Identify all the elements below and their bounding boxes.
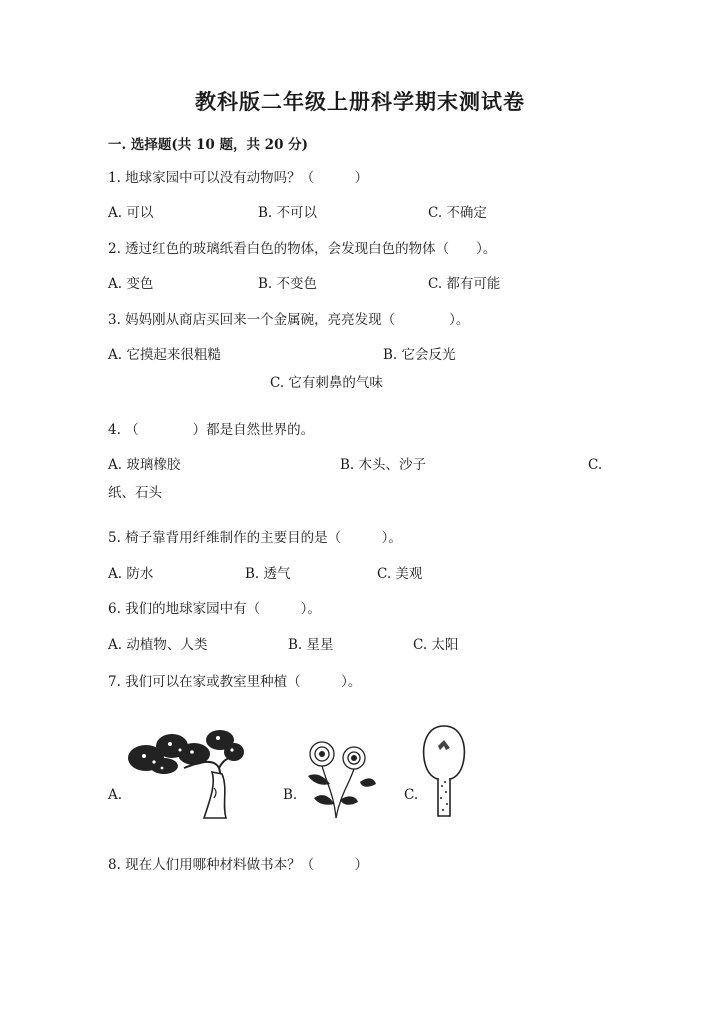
flower-plant-drawing-icon bbox=[298, 736, 378, 820]
page-title: 教科版二年级上册科学期末测试卷 bbox=[195, 89, 525, 114]
question-2: 2. 透过红色的玻璃纸看白色的物体，会发现白色的物体（ ）。 bbox=[108, 241, 497, 257]
q2-option-a: A. 变色 bbox=[108, 276, 154, 292]
q5-option-b: B. 透气 bbox=[245, 566, 291, 582]
section-heading: 一. 选择题(共 10 题，共 20 分) bbox=[108, 137, 309, 153]
question-3: 3. 妈妈刚从商店买回来一个金属碗，亮亮发现（ ）。 bbox=[108, 312, 470, 328]
q5-option-c: C. 美观 bbox=[377, 566, 423, 582]
q7-option-a: A. bbox=[108, 787, 123, 803]
q6-option-b: B. 星星 bbox=[288, 637, 334, 653]
q1-option-c: C. 不确定 bbox=[428, 205, 487, 221]
small-tree-drawing-icon bbox=[420, 722, 468, 818]
q7-option-b: B. bbox=[283, 787, 298, 803]
question-5: 5. 椅子靠背用纤维制作的主要目的是（ ）。 bbox=[108, 530, 402, 546]
question-1: 1. 地球家园中可以没有动物吗？（ ） bbox=[108, 170, 369, 186]
q6-option-a: A. 动植物、人类 bbox=[108, 637, 208, 653]
question-8: 8. 现在人们用哪种材料做书本？（ ） bbox=[108, 857, 369, 873]
q4-option-c: C. bbox=[588, 457, 603, 473]
question-7: 7. 我们可以在家或教室里种植（ ）。 bbox=[108, 674, 362, 690]
tree-drawing-icon bbox=[124, 728, 246, 820]
q1-option-a: A. 可以 bbox=[108, 205, 154, 221]
q3-option-c: C. 它有刺鼻的气味 bbox=[270, 375, 383, 391]
q7-option-c: C. bbox=[404, 787, 419, 803]
question-6: 6. 我们的地球家园中有（ ）。 bbox=[108, 601, 321, 617]
q4-option-b: B. 木头、沙子 bbox=[340, 457, 427, 473]
q3-option-b: B. 它会反光 bbox=[383, 347, 456, 363]
q1-option-b: B. 不可以 bbox=[258, 205, 318, 221]
q3-option-a: A. 它摸起来很粗糙 bbox=[108, 347, 221, 363]
q2-option-b: B. 不变色 bbox=[258, 276, 318, 292]
q6-option-c: C. 太阳 bbox=[413, 637, 459, 653]
q2-option-c: C. 都有可能 bbox=[428, 276, 501, 292]
question-4: 4. （ ）都是自然世界的。 bbox=[108, 422, 315, 438]
q4-option-c-text: 纸、石头 bbox=[108, 485, 162, 501]
q4-option-a: A. 玻璃橡胶 bbox=[108, 457, 181, 473]
q5-option-a: A. 防水 bbox=[108, 566, 154, 582]
